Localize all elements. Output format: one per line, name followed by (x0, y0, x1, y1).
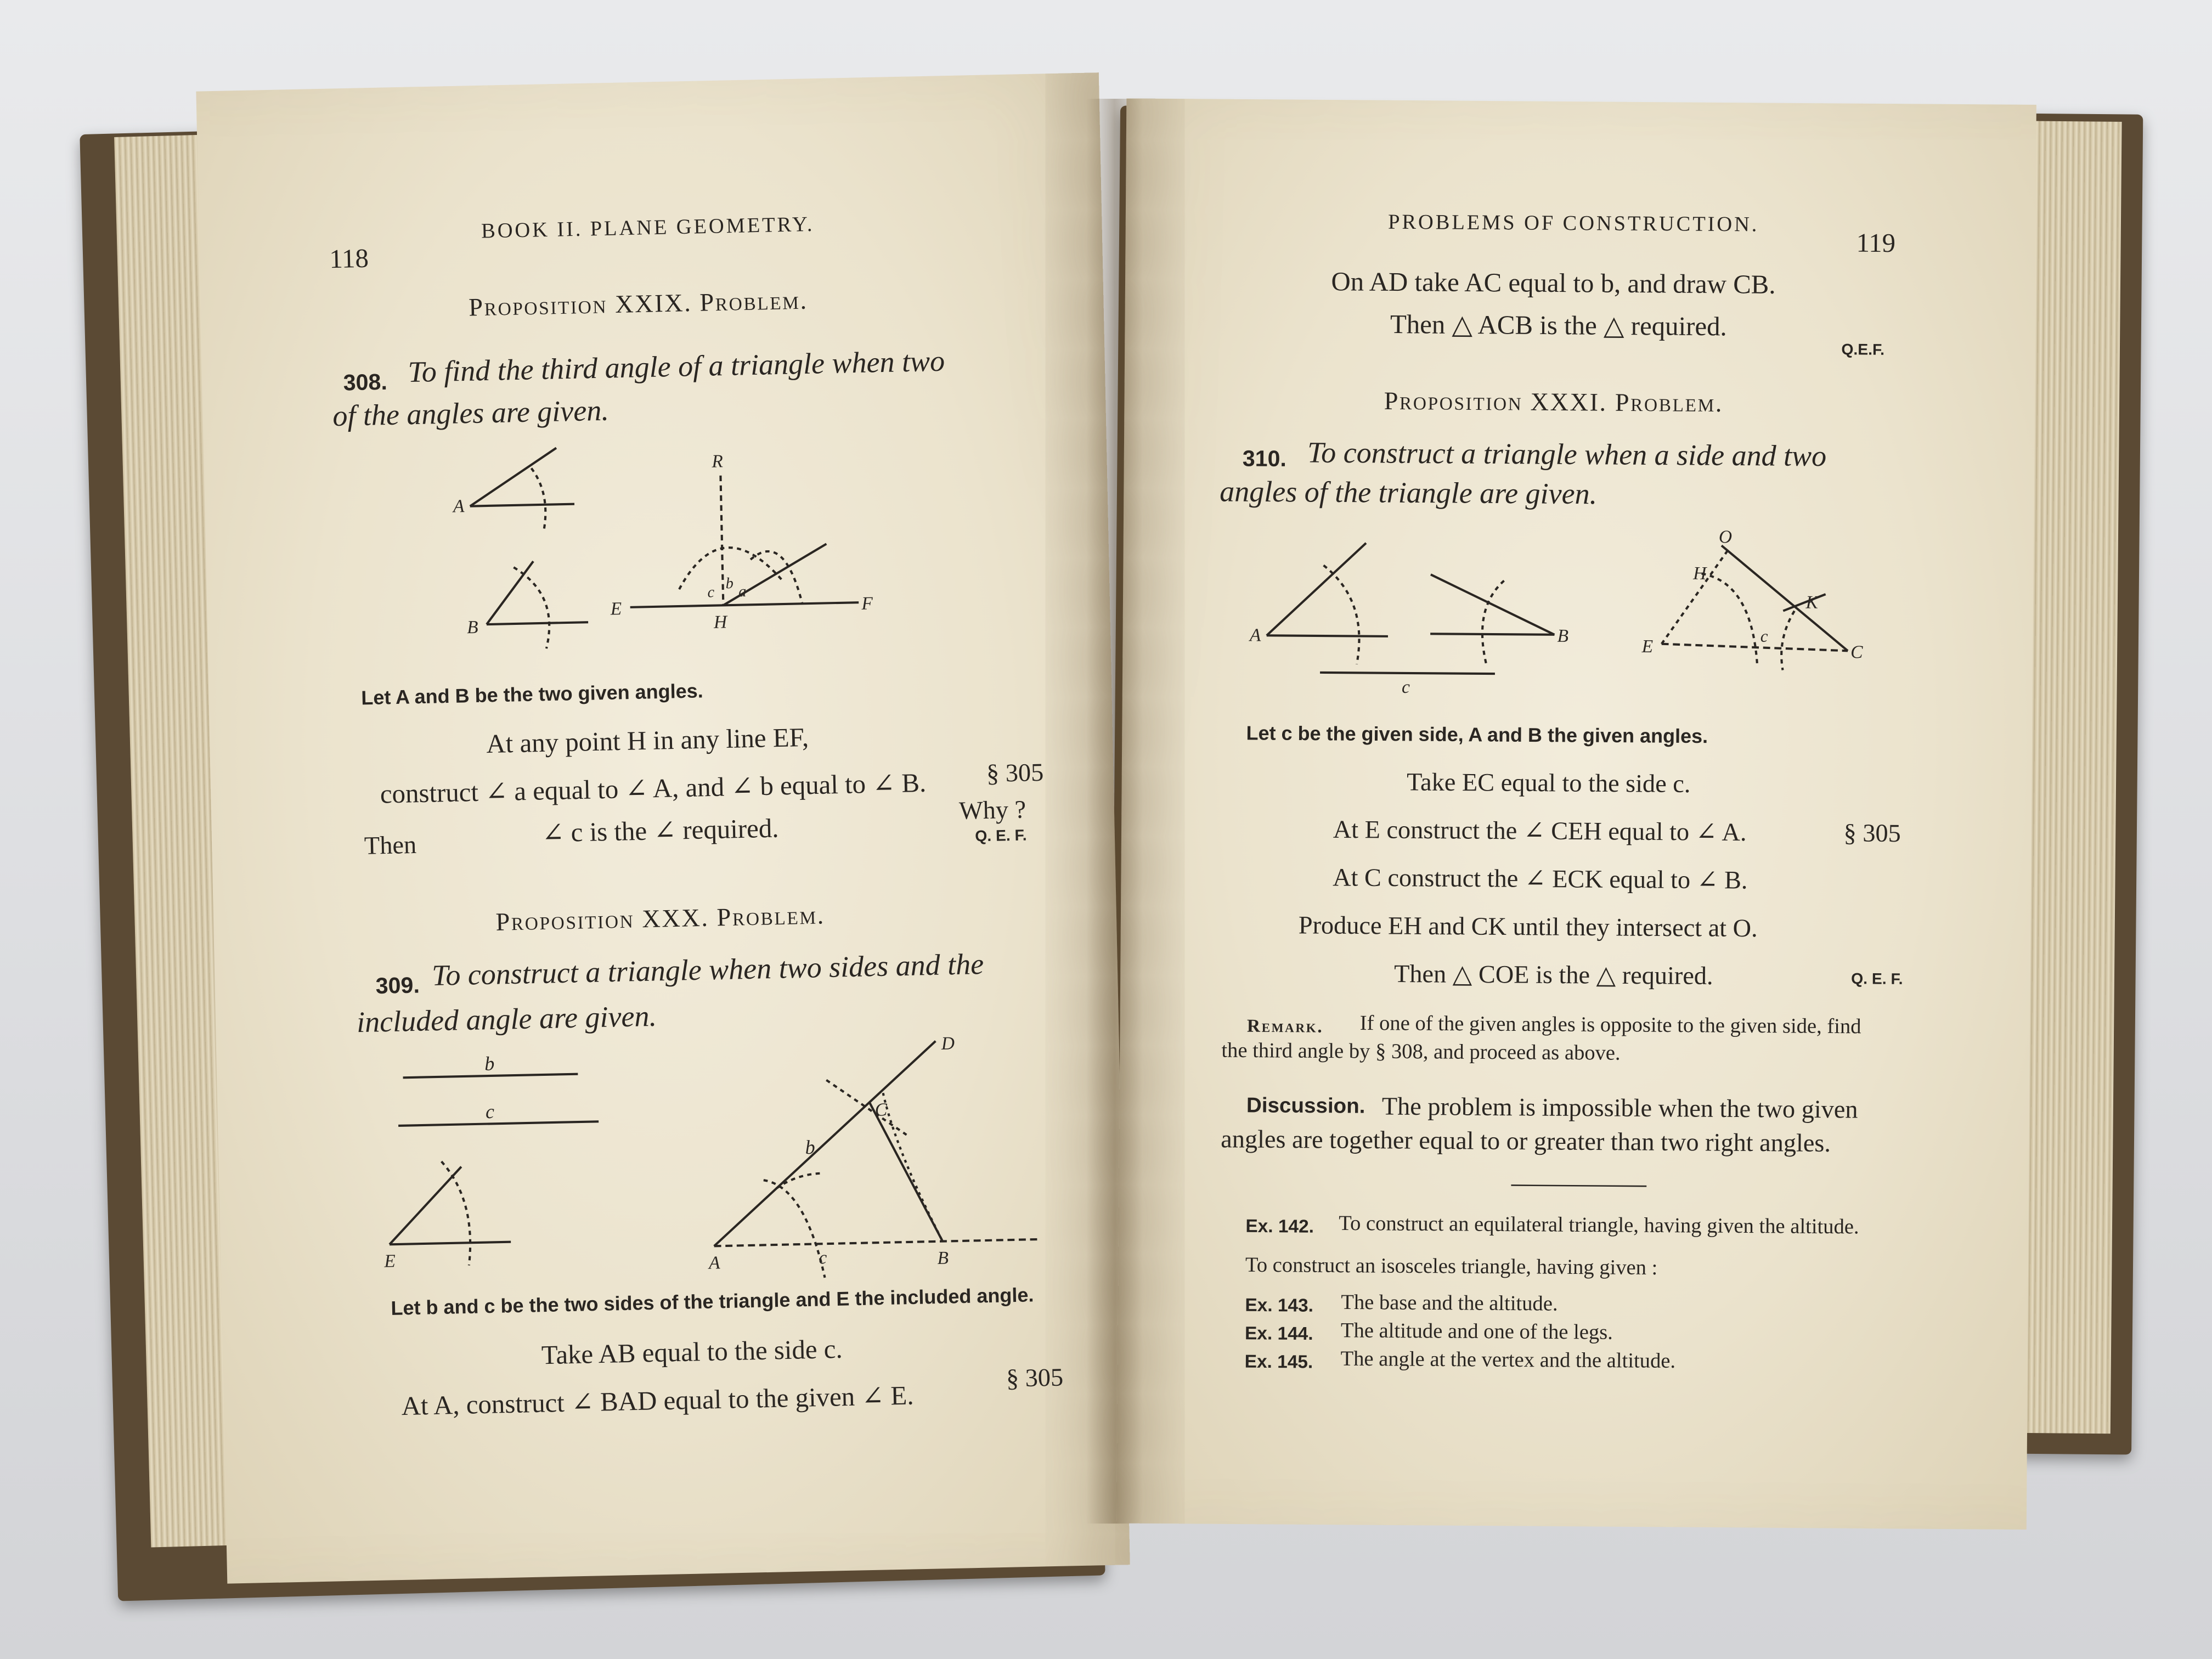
fig309-label-c2: c (819, 1248, 827, 1268)
prop30-ref: § 305 (1006, 1363, 1064, 1392)
fig310-label-K: K (1805, 592, 1818, 613)
left-page (196, 72, 1130, 1583)
prop29-why: Why ? (958, 795, 1026, 825)
prop31-line1: Take EC equal to the side c. (1406, 768, 1691, 798)
prop29-ref: § 305 (986, 758, 1044, 788)
figure-310 (1246, 522, 1897, 696)
prop30-statement-1: To construct a triangle when two sides and the (431, 947, 984, 992)
prop30-line1: Take AB equal to the side c. (541, 1335, 843, 1372)
fig308-label-b: b (725, 575, 734, 592)
fig310-label-O: O (1718, 527, 1733, 548)
fig310-label-E: E (1641, 636, 1654, 657)
fig309-label-b2: b (805, 1136, 816, 1159)
fig308-label-A: A (453, 496, 465, 517)
fig310-label-B: B (1557, 625, 1569, 646)
prop31-line4: Produce EH and CK until they intersect at O. (1298, 911, 1758, 943)
prop29-then-text: ∠ c is the ∠ required. (541, 814, 780, 849)
exercise-text: The altitude and one of the legs. (1340, 1320, 1613, 1345)
right-page-number: 119 (1856, 229, 1896, 259)
right-page (1116, 98, 2036, 1530)
exercise-label: Ex. 144. (1244, 1322, 1313, 1344)
prop29-statement-2: of the angles are given. (332, 393, 610, 433)
right-running-head: PROBLEMS OF CONSTRUCTION. (1387, 211, 1759, 237)
fig310-label-c2: c (1760, 627, 1768, 646)
prop31-statement-1: To construct a triangle when a side and two (1307, 435, 1827, 473)
fig309-label-D: D (941, 1033, 955, 1054)
prop30-number: 309. (375, 974, 420, 1000)
prop29-qef: Q. E. F. (975, 827, 1027, 846)
fig309-label-C: C (874, 1099, 888, 1120)
fig310-label-H: H (1693, 563, 1707, 584)
fig310-label-C: C (1850, 642, 1863, 663)
fig308-label-F: F (861, 593, 873, 614)
exercise-text: To construct an equilateral triangle, having given the altitude. (1339, 1212, 1859, 1239)
prop30-let: Let b and c be the two sides of the triangle and E the included angle. (391, 1283, 1034, 1319)
cont-line1: On AD take AC equal to b, and draw CB. (1331, 267, 1776, 301)
fig309-label-A: A (708, 1252, 720, 1273)
prop31-number: 310. (1242, 448, 1287, 472)
prop29-line2: construct ∠ a equal to ∠ A, and ∠ b equal to ∠ B. (380, 769, 927, 810)
exercise-142 (1245, 1212, 1859, 1256)
discussion-line2: angles are together equal to or greater than two right angles. (1221, 1125, 1831, 1158)
prop29-let: Let A and B be the two given angles. (360, 679, 704, 709)
remark-line2: the third angle by § 308, and proceed as above. (1221, 1040, 1621, 1065)
exercise-list (1244, 1212, 1859, 1377)
fig310-label-A: A (1249, 625, 1261, 646)
section-rule (1511, 1184, 1646, 1187)
prop30-line2: At A, construct ∠ BAD equal to the given ∠ E. (401, 1381, 915, 1422)
prop29-heading: Proposition XXIX. Problem. (468, 286, 809, 321)
fig308-label-H: H (713, 612, 727, 633)
fig309-label-b: b (484, 1052, 495, 1075)
exercise-label: Ex. 143. (1245, 1294, 1314, 1316)
prop31-qef: Q. E. F. (1851, 971, 1903, 989)
fig308-label-R: R (712, 451, 724, 472)
prop31-let: Let c be the given side, A and B the given angles. (1246, 721, 1708, 747)
remark-label: Remark. (1246, 1014, 1324, 1037)
fig308-label-c: c (707, 584, 715, 601)
prop31-statement-2: angles of the triangle are given. (1220, 474, 1598, 511)
left-running-head: BOOK II. PLANE GEOMETRY. (481, 213, 815, 244)
exercise-text: The angle at the vertex and the altitude. (1340, 1348, 1676, 1374)
left-page-number: 118 (329, 244, 369, 275)
fig309-label-B: B (937, 1248, 949, 1268)
fig310-label-c: c (1401, 676, 1410, 698)
discussion-line1: The problem is impossible when the two given (1381, 1092, 1858, 1124)
fig309-label-E: E (384, 1251, 396, 1272)
prop31-heading: Proposition XXXI. Problem. (1384, 386, 1724, 417)
prop31-ref: § 305 (1843, 819, 1901, 848)
remark-line1: If one of the given angles is opposite to the given side, find (1359, 1013, 1861, 1039)
prop29-then: Then (364, 830, 417, 860)
figure-309 (371, 1032, 1082, 1301)
discussion-label: Discussion. (1246, 1093, 1365, 1119)
fig308-label-E: E (610, 599, 622, 619)
exercise-text: The base and the altitude. (1341, 1292, 1558, 1316)
fig308-label-a: a (738, 583, 747, 601)
fig308-label-B: B (466, 617, 478, 638)
book-gutter (1086, 99, 1143, 1523)
prop31-line2: At E construct the ∠ CEH equal to ∠ A. (1333, 815, 1747, 847)
prop29-number: 308. (343, 371, 388, 396)
prop30-statement-2: included angle are given. (356, 998, 657, 1040)
fig309-label-c: c (485, 1100, 495, 1123)
prop29-line1: At any point H in any line EF, (486, 723, 809, 760)
cont-qef: Q.E.F. (1841, 342, 1885, 359)
prop31-line5: Then △ COE is the △ required. (1393, 959, 1713, 990)
exercise-label: Ex. 142. (1245, 1215, 1314, 1237)
exercise-label: Ex. 145. (1244, 1350, 1313, 1373)
prop29-statement-1: To find the third angle of a triangle when two (407, 343, 945, 389)
prop31-line3: At C construct the ∠ ECK equal to ∠ B. (1333, 863, 1748, 894)
exercise-text: To construct an isosceles triangle, having given : (1245, 1254, 1658, 1280)
cont-line2: Then △ ACB is the △ required. (1390, 310, 1727, 343)
prop30-heading: Proposition XXX. Problem. (495, 901, 826, 936)
figure-308 (443, 430, 899, 665)
